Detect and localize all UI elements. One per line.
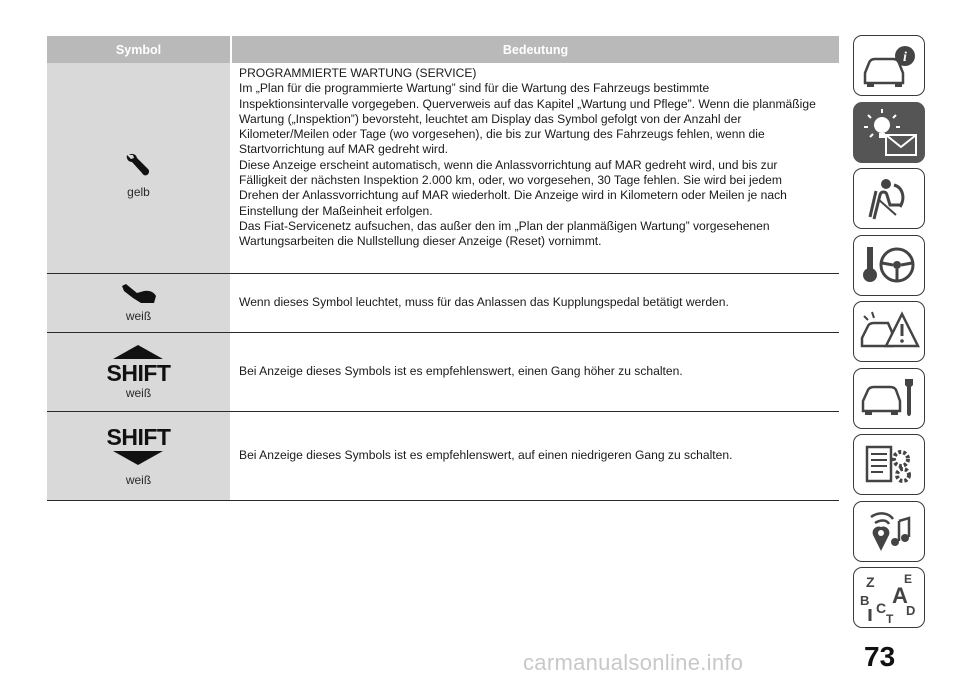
table-row <box>47 412 839 501</box>
shift-down-icon <box>106 423 171 465</box>
text-line: Wartung („Inspektion”) bevorsteht, leuchtet am Display das Symbol gefolgt von der Anzahl der <box>239 111 742 126</box>
page-number: 73 <box>864 641 896 672</box>
symbol-cell <box>47 274 230 332</box>
text-line: Bei Anzeige dieses Symbols ist es empfehlenswert, auf einen niedrigeren Gang zu schalten. <box>239 448 733 463</box>
watermark: carmanualsonline.info <box>523 650 744 675</box>
table-row <box>47 63 839 274</box>
text-line: Wenn dieses Symbol leuchtet, muss für das Anlassen das Kupplungspedal betätigt werden. <box>239 295 729 310</box>
symbol-cell <box>47 63 230 273</box>
meaning-cell <box>230 333 839 411</box>
index-letter: B <box>860 592 870 608</box>
table-header <box>47 36 839 63</box>
tab-multimedia[interactable] <box>853 501 925 562</box>
meaning-cell <box>230 63 839 273</box>
technical-data-icon <box>859 441 919 489</box>
tab-emergency[interactable] <box>853 301 925 362</box>
multimedia-icon <box>859 507 919 555</box>
symbol-cell <box>47 412 230 500</box>
tab-technical-data[interactable] <box>853 434 925 495</box>
shift-label: SHIFT <box>106 359 171 386</box>
index-letter: T <box>886 611 894 625</box>
text-line: Kilometer/Meilen oder Tage (wo vorgesehen), die bis zur Wartung des Fahrzeugs fehlen, wenn die <box>239 127 765 142</box>
text-line: Bei Anzeige dieses Symbols ist es empfehlenswert, einen Gang höher zu schalten. <box>239 364 683 379</box>
text-line: Im „Plan für die programmierte Wartung” sind für die Wartung des Fahrzeugs bestimmte <box>239 81 710 96</box>
text-line: Inspektionsintervalle vorgegeben. Querverweis auf das Kapitel „Wartung und Pflege”. Wenn die planmäßige <box>239 96 816 111</box>
header-symbol: Symbol <box>115 42 162 57</box>
index-letter: C <box>876 599 887 616</box>
tab-safety[interactable] <box>853 168 925 229</box>
tab-car-info[interactable] <box>853 35 925 96</box>
shift-label: SHIFT <box>106 423 171 450</box>
car-emergency-icon <box>858 308 920 356</box>
index-letter: A <box>892 582 908 608</box>
car-info-icon <box>859 43 919 89</box>
index-letter: Z <box>866 573 875 590</box>
wrench-icon <box>126 152 152 181</box>
index-letters-icon <box>858 571 920 625</box>
tab-index[interactable] <box>853 567 925 628</box>
table-row <box>47 274 839 333</box>
warning-light-message-icon <box>858 107 920 157</box>
text-line: Einstellung der Maßeinheit erfolgen. <box>239 203 433 218</box>
text-line: Das Fiat-Servicenetz aufsuchen, das außer den im „Plan der planmäßigen Wartung” vorgesehenen <box>239 218 770 233</box>
color-label: weiß <box>125 309 152 323</box>
text-line: Startvorrichtung auf MAR gedreht wird. <box>239 142 449 157</box>
tab-warning-lights[interactable] <box>853 102 925 163</box>
symbol-cell <box>47 333 230 411</box>
text-line: Diese Anzeige erscheint automatisch, wenn die Anlassvorrichtung auf MAR gedreht wird, und bis zur <box>239 157 778 172</box>
text-line: Fälligkeit der nächsten Inspektion 2.000 km, oder, wo vorgesehen, 30 Tage fehlen. Sie wird bei jedem <box>239 173 782 188</box>
clutch-pedal-icon <box>120 283 158 308</box>
color-label: gelb <box>127 184 150 199</box>
svg-text:i: i <box>903 49 907 65</box>
warning-symbol-table <box>47 36 839 501</box>
text-line: Wartungsarbeiten die Nullstellung dieser Anzeige (Reset) vornimmt. <box>239 234 602 249</box>
tab-starting-driving[interactable] <box>853 235 925 296</box>
text-line: PROGRAMMIERTE WARTUNG (SERVICE) <box>239 66 477 80</box>
index-letter: D <box>906 602 916 618</box>
seat-airbag-icon <box>860 175 918 223</box>
header-meaning: Bedeutung <box>230 36 839 63</box>
chapter-tabs <box>853 35 925 634</box>
table-row <box>47 333 839 412</box>
car-service-icon <box>859 375 919 421</box>
meaning-cell <box>230 412 839 500</box>
index-letter: E <box>904 571 913 586</box>
key-steering-wheel-icon <box>859 241 919 289</box>
color-label: weiß <box>125 385 152 400</box>
text-line: Drehen der Anlassvorrichtung auf MAR wiederholt. Die Anzeige wird in Kilometern oder Meilen je nach <box>239 188 787 203</box>
color-label: weiß <box>125 472 152 487</box>
tab-maintenance[interactable] <box>853 368 925 429</box>
meaning-cell <box>230 274 839 332</box>
shift-up-icon <box>107 345 171 384</box>
